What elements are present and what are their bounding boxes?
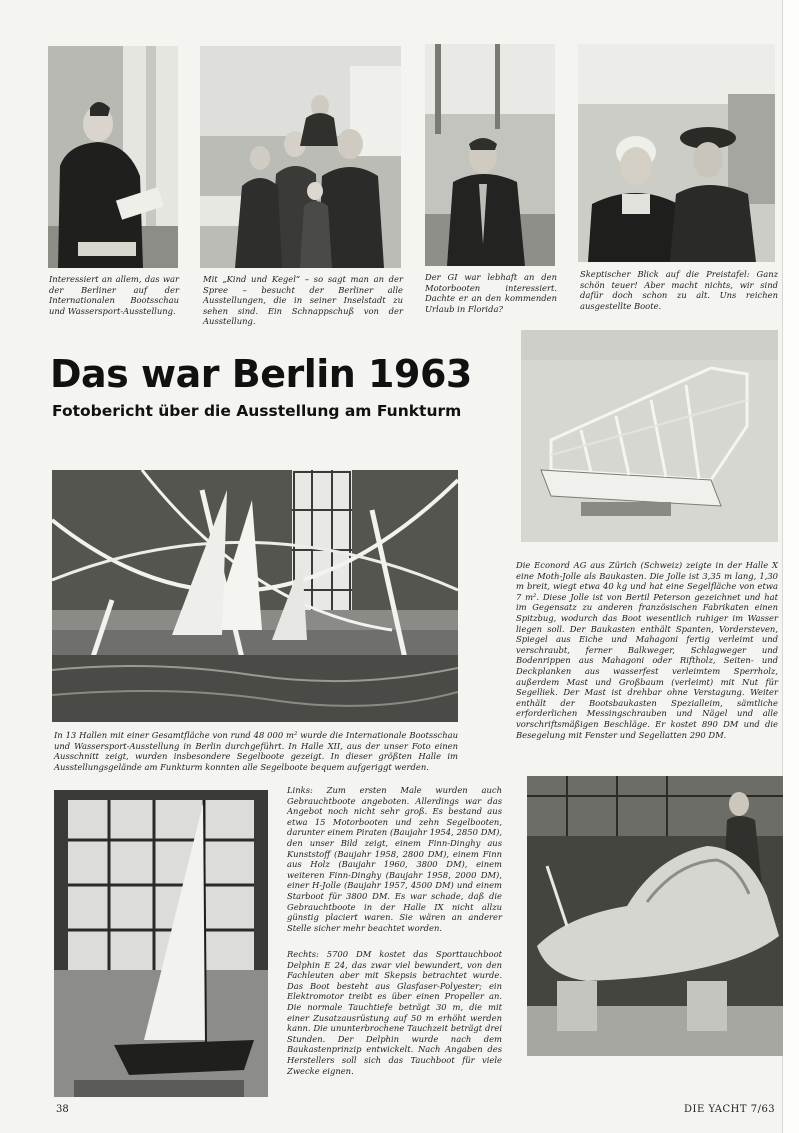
photo-moth-kit-boat	[521, 330, 778, 542]
caption-used-boats: Links: Zum ersten Male wurden auch Gebrauchtboote angeboten. Allerdings war das Angebot noch nicht sehr groß. Es bestand aus etwa 15 Motorbooten und zehn Segelbooten, darunter einem Piraten (Baujahr 1954, 2850 DM), den unser Bild zeigt, einem Finn-Dinghy aus Kunststoff (Baujahr 1958, 2800 DM), einem Finn aus Holz (Baujahr 1960, 3800 DM), einem weiteren Finn-Dinghy (Baujahr 1958, 2000 DM), einer H-Jolle (Baujahr 1957, 4500 DM) und einem Starboot für 3800 DM. Es war schade, daß die Gebrauchtboote in der Halle IX nicht allzu günstig placiert waren. Sie wären an anderer Stelle sicher mehr beachtet worden.	[287, 785, 502, 933]
photo-hall-sailboats	[52, 470, 458, 722]
caption-hall: In 13 Hallen mit einer Gesamtfläche von rund 48 000 m² wurde die Internationale Bootsschau und Wassersport-Ausstellung in Berlin durchgeführt. In Halle XII, aus der unser Foto einen Ausschnitt zeigt, wurden insbesondere Segelboote gezeigt. In dieser größten Halle im Ausstellungsgelände am Funkturm konnten alle Segelboote bequem aufgeriggt werden.	[54, 730, 458, 772]
photo-pirate-sailboat	[54, 790, 268, 1097]
page-subtitle: Fotobericht über die Ausstellung am Funkturm	[52, 402, 462, 420]
photo-gi-soldier	[425, 44, 555, 266]
photo-berliner-reading	[48, 46, 178, 268]
page-number: 38	[56, 1104, 69, 1115]
magazine-folio: DIE YACHT 7/63	[684, 1104, 776, 1115]
photo-family-visitors	[200, 46, 401, 268]
photo-skeptical-couple	[578, 44, 775, 262]
caption-delphin: Rechts: 5700 DM kostet das Sporttauchboot Delphin E 24, das zwar viel bewundert, von den Fachleuten aber mit Skepsis betrachtet wurde. Das Boot besteht aus Glasfaser-Polyester; ein Elektromotor treibt es über einen Propeller an. Die normale Tauchtiefe beträgt 30 m, die mit einer Zusatzausrüstung auf 50 m erhöht werden kann. Die ununterbrochene Tauchzeit beträgt drei Stunden. Der Delphin wurde nach dem Baukastenprinzip entwickelt. Nach Angaben des Herstellers soll sich das Tauchboot für viele Zwecke eignen.	[287, 949, 502, 1076]
caption-berliner: Interessiert an allem, das war der Berliner auf der Internationalen Bootsschau und Wassersport-Ausstellung.	[49, 274, 179, 316]
caption-gi: Der GI war lebhaft an den Motorbooten interessiert. Dachte er an den kommenden Urlaub in Florida?	[425, 272, 557, 314]
caption-skeptic: Skeptischer Blick auf die Preistafel: Ganz schön teuer! Aber macht nichts, wir sind dafür doch schon zu alt. Uns reichen ausgestellte Boote.	[580, 269, 778, 311]
photo-delphin-submarine	[527, 776, 783, 1056]
caption-family: Mit „Kind und Kegel“ – so sagt man an der Spree – besucht der Berliner alle Ausstellungen, die in seiner Inselstadt zu sehen sind. Ein Schnappschuß von der Ausstellung.	[203, 274, 403, 327]
page-edge	[782, 0, 799, 1133]
page-title: Das war Berlin 1963	[50, 352, 472, 396]
caption-econord-moth: Die Econord AG aus Zürich (Schweiz) zeigte in der Halle X eine Moth-Jolle als Baukasten. Die Jolle ist 3,35 m lang, 1,30 m breit, wiegt etwa 40 kg und hat eine Segelfläche von etwa 7 m². Diese Jolle ist von Bertil Peterson gezeichnet und hat im Gegensatz zu anderen französischen Fabrikaten einen Spitzbug, wodurch das Boot wesentlich ruhiger im Wasser liegen soll. Der Baukasten enthält Spanten, Vordersteven, Spiegel aus Eiche und Mahagoni fertig verleimt und verschraubt, ferner Balkweger, Schlagweger und Bodenrippen aus Mahagoni oder Riftholz, Seiten- und Deckplanken aus wasserfest verleimtem Sperrholz, außerdem Mast und Großbaum (verleimt) mit Nut für Segelliek. Der Mast ist drehbar ohne Verstagung. Weiter enthält der Bootsbaukasten Spezialleim, sämtliche erforderlichen Messingschrauben und Nägel und alle vorschriftsmäßigen Beschläge. Er kostet 890 DM und die Besegelung mit Fenster und Segellatten 290 DM.	[516, 560, 778, 740]
